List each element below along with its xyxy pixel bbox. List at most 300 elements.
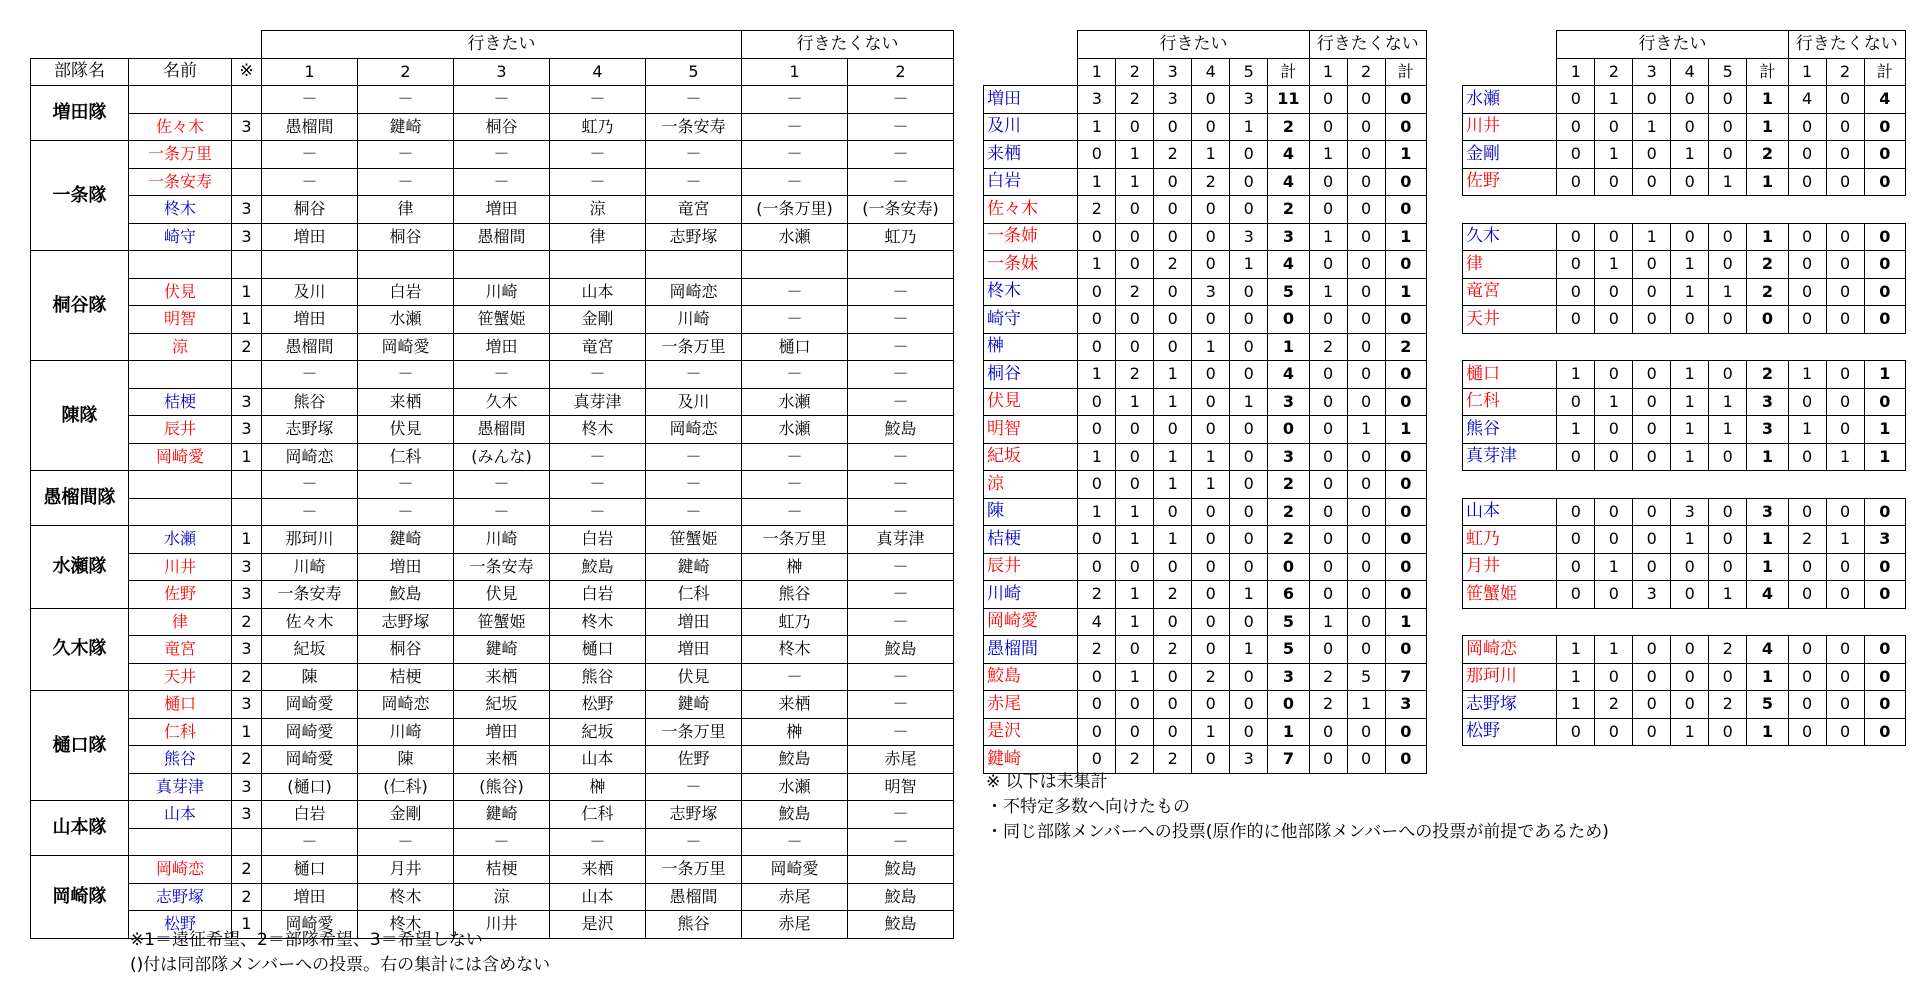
summary-count: 0 [1709, 251, 1747, 279]
vote-table [30, 30, 954, 939]
summary-count: 2 [1309, 333, 1347, 361]
summary-count: 0 [1788, 251, 1826, 279]
vote-cell: － [646, 498, 742, 526]
summary-count: 0 [1347, 746, 1385, 774]
vote-cell: 川崎 [262, 553, 358, 581]
vote-cell: － [848, 333, 954, 361]
vote-cell: － [550, 498, 646, 526]
summary-row [984, 86, 1427, 114]
summary-count: 0 [1788, 636, 1826, 664]
vote-cell: － [550, 443, 646, 471]
summary-count: 0 [1557, 443, 1595, 471]
member-mark: 2 [232, 333, 262, 361]
summary-count: 0 [1154, 168, 1192, 196]
summary-count: 0 [1633, 498, 1671, 526]
summary-count: 1 [1309, 278, 1347, 306]
summary-count: 0 [1385, 746, 1426, 774]
vote-cell: (一条安寿) [848, 196, 954, 224]
summary-count: 1 [1385, 608, 1426, 636]
summary-count: 0 [1595, 416, 1633, 444]
summary-count: 1 [1557, 691, 1595, 719]
summary-col-header: 4 [1192, 58, 1230, 86]
summary-count: 0 [1116, 691, 1154, 719]
summary-member-name: 是沢 [984, 718, 1078, 746]
member-mark [232, 141, 262, 169]
summary-count: 0 [1192, 86, 1230, 114]
unit-name: 水瀬隊 [31, 526, 129, 609]
vote-cell: 伏見 [646, 663, 742, 691]
summary-count: 4 [1788, 86, 1826, 114]
summary-count: 0 [1116, 113, 1154, 141]
summary-count: 0 [1347, 141, 1385, 169]
summary-count: 2 [1709, 691, 1747, 719]
vote-cell: 笹蟹姫 [646, 526, 742, 554]
summary-count: 0 [1192, 251, 1230, 279]
summary-count: 1 [1671, 416, 1709, 444]
summary-count: 0 [1864, 663, 1905, 691]
summary-count: 0 [1595, 718, 1633, 746]
vote-cell: 一条万里 [646, 856, 742, 884]
summary-count: 0 [1557, 113, 1595, 141]
table-row [31, 306, 954, 334]
summary-count: 0 [1230, 168, 1268, 196]
summary-member-name: 増田 [984, 86, 1078, 114]
vote-cell: － [742, 86, 848, 114]
table-row [31, 388, 954, 416]
vote-cell: － [646, 471, 742, 499]
vote-cell: 熊谷 [742, 581, 848, 609]
summary-col-header: 5 [1709, 58, 1747, 86]
summary-count: 0 [1347, 196, 1385, 224]
vote-cell: 赤尾 [742, 883, 848, 911]
vote-cell [742, 251, 848, 279]
summary-count: 0 [1309, 196, 1347, 224]
vote-cell: － [646, 361, 742, 389]
vote-cell: 一条安寿 [646, 113, 742, 141]
summary-count: 0 [1709, 306, 1747, 334]
summary-count: 1 [1116, 498, 1154, 526]
summary-count: 3 [1633, 581, 1671, 609]
summary-count: 5 [1747, 691, 1788, 719]
summary-count: 1 [1595, 86, 1633, 114]
summary-count: 2 [1154, 251, 1192, 279]
vote-cell: 岡崎恋 [646, 416, 742, 444]
summary-count: 0 [1633, 443, 1671, 471]
summary-row [1463, 278, 1906, 306]
name-column-header: 名前 [129, 58, 232, 86]
summary-row [984, 361, 1427, 389]
vote-cell: 一条安寿 [262, 581, 358, 609]
summary-count: 0 [1826, 168, 1864, 196]
summary-col-header: 3 [1633, 58, 1671, 86]
summary-count: 0 [1192, 608, 1230, 636]
table-row [31, 113, 954, 141]
summary-count: 0 [1116, 718, 1154, 746]
summary-member-name: 赤尾 [984, 691, 1078, 719]
summary-count: 0 [1154, 223, 1192, 251]
vote-cell: 涼 [454, 883, 550, 911]
summary-col-header: 2 [1826, 58, 1864, 86]
summary-count: 0 [1385, 306, 1426, 334]
member-mark: 3 [232, 553, 262, 581]
summary-count: 1 [1192, 141, 1230, 169]
summary-count: 1 [1864, 416, 1905, 444]
vote-cell: － [848, 581, 954, 609]
summary-count: 0 [1633, 636, 1671, 664]
summary-count: 0 [1595, 278, 1633, 306]
group-spacer [1463, 196, 1906, 224]
summary-count: 1 [1671, 443, 1709, 471]
summary-count: 0 [1709, 361, 1747, 389]
vote-cell: － [454, 471, 550, 499]
summary-notwant-header: 行きたくない [1309, 31, 1426, 59]
summary-count: 0 [1385, 251, 1426, 279]
member-name: 一条万里 [129, 141, 232, 169]
vote-cell: － [848, 663, 954, 691]
summary-count: 1 [1078, 113, 1116, 141]
vote-cell: － [358, 471, 454, 499]
summary-count: 1 [1709, 168, 1747, 196]
vote-cell: 水瀬 [742, 223, 848, 251]
summary-member-name: 笹蟹姫 [1463, 581, 1557, 609]
summary-count: 1 [1078, 168, 1116, 196]
vote-cell: － [742, 361, 848, 389]
summary-count: 0 [1116, 223, 1154, 251]
table-row [31, 86, 954, 114]
summary-count: 2 [1788, 526, 1826, 554]
vote-cell: － [848, 691, 954, 719]
summary-member-name: 熊谷 [1463, 416, 1557, 444]
summary-count: 0 [1230, 278, 1268, 306]
summary-count: 0 [1557, 388, 1595, 416]
member-mark: 3 [232, 113, 262, 141]
summary-member-name: 及川 [984, 113, 1078, 141]
summary-member-name: 久木 [1463, 223, 1557, 251]
summary-count: 0 [1078, 278, 1116, 306]
summary-row [984, 636, 1427, 664]
member-name: 志野塚 [129, 883, 232, 911]
summary-member-name: 榊 [984, 333, 1078, 361]
want-rank-header: 1 [262, 58, 358, 86]
summary-count: 1 [1116, 608, 1154, 636]
summary-count: 4 [1268, 141, 1309, 169]
summary-count: 0 [1671, 113, 1709, 141]
summary-count: 0 [1230, 443, 1268, 471]
summary-count: 1 [1747, 718, 1788, 746]
table-row [31, 141, 954, 169]
summary-count: 1 [1557, 636, 1595, 664]
summary-count: 0 [1347, 443, 1385, 471]
summary-col-header: 1 [1309, 58, 1347, 86]
group-spacer [1463, 471, 1906, 499]
summary-count: 0 [1078, 306, 1116, 334]
summary-count: 0 [1385, 443, 1426, 471]
summary-member-name: 涼 [984, 471, 1078, 499]
summary-count: 2 [1078, 581, 1116, 609]
summary-count: 3 [1268, 388, 1309, 416]
table-row [31, 773, 954, 801]
vote-cell: 水瀬 [742, 388, 848, 416]
summary-count: 1 [1747, 86, 1788, 114]
summary-count: 0 [1347, 388, 1385, 416]
vote-cell: 竜宮 [646, 196, 742, 224]
unit-name: 愚榴間隊 [31, 471, 129, 526]
summary-row [984, 223, 1427, 251]
member-name: 涼 [129, 333, 232, 361]
summary-count: 0 [1116, 251, 1154, 279]
vote-cell: － [742, 113, 848, 141]
vote-cell [646, 251, 742, 279]
summary-count: 4 [1268, 168, 1309, 196]
summary-count: 0 [1557, 718, 1595, 746]
summary-count: 1 [1385, 416, 1426, 444]
summary-count: 1 [1864, 443, 1905, 471]
want-rank-header: 5 [646, 58, 742, 86]
summary-row [984, 581, 1427, 609]
summary-row [984, 278, 1427, 306]
summary-count: 1 [1192, 718, 1230, 746]
vote-cell: 岡崎恋 [262, 443, 358, 471]
summary-count: 0 [1192, 306, 1230, 334]
vote-cell: － [848, 113, 954, 141]
summary-table-main [983, 30, 1427, 774]
member-name: 仁科 [129, 718, 232, 746]
summary-count: 2 [1747, 361, 1788, 389]
summary-count: 0 [1826, 691, 1864, 719]
vote-cell: － [454, 168, 550, 196]
summary-count: 0 [1826, 361, 1864, 389]
vote-cell: 是沢 [550, 911, 646, 939]
table-row [31, 333, 954, 361]
vote-cell: 愚榴間 [454, 416, 550, 444]
summary-count: 1 [1347, 691, 1385, 719]
summary-member-name: 桔梗 [984, 526, 1078, 554]
summary-count: 2 [1154, 636, 1192, 664]
summary-count: 0 [1864, 691, 1905, 719]
vote-cell: 熊谷 [550, 663, 646, 691]
summary-count: 0 [1864, 223, 1905, 251]
summary-want-header: 行きたい [1557, 31, 1788, 59]
summary-count: 0 [1864, 278, 1905, 306]
summary-count: 0 [1709, 86, 1747, 114]
summary-member-name: 桐谷 [984, 361, 1078, 389]
table-row [31, 801, 954, 829]
member-name: 柊木 [129, 196, 232, 224]
notwant-rank-header: 2 [848, 58, 954, 86]
summary-count: 0 [1309, 718, 1347, 746]
member-mark [232, 168, 262, 196]
member-mark: 3 [232, 773, 262, 801]
vote-cell: － [646, 443, 742, 471]
summary-member-name: 来栖 [984, 141, 1078, 169]
summary-want-header: 行きたい [1078, 31, 1309, 59]
summary-count: 0 [1309, 443, 1347, 471]
summary-member-name: 仁科 [1463, 388, 1557, 416]
vote-cell: － [262, 498, 358, 526]
vote-cell: 樋口 [550, 636, 646, 664]
member-mark: 1 [232, 306, 262, 334]
vote-cell: 明智 [848, 773, 954, 801]
summary-row [1463, 251, 1906, 279]
member-name [129, 361, 232, 389]
summary-row [984, 663, 1427, 691]
member-mark: 2 [232, 746, 262, 774]
summary-row [1463, 416, 1906, 444]
table-row [31, 608, 954, 636]
summary-count: 0 [1347, 86, 1385, 114]
summary-count: 3 [1864, 526, 1905, 554]
table-row [31, 883, 954, 911]
summary-count: 1 [1116, 388, 1154, 416]
vote-cell: 那珂川 [262, 526, 358, 554]
vote-cell: 来栖 [454, 663, 550, 691]
vote-cell: 来栖 [358, 388, 454, 416]
member-name: 竜宮 [129, 636, 232, 664]
summary-member-name: 金剛 [1463, 141, 1557, 169]
summary-count: 0 [1671, 663, 1709, 691]
summary-count: 0 [1347, 526, 1385, 554]
summary-count: 2 [1116, 361, 1154, 389]
summary-count: 0 [1595, 663, 1633, 691]
vote-cell: 岡崎恋 [358, 691, 454, 719]
summary-row [1463, 388, 1906, 416]
vote-cell: － [742, 443, 848, 471]
vote-cell: 桔梗 [358, 663, 454, 691]
summary-count: 0 [1192, 223, 1230, 251]
summary-count: 0 [1230, 471, 1268, 499]
vote-cell: － [848, 388, 954, 416]
vote-cell: － [742, 168, 848, 196]
vote-cell: 桐谷 [358, 636, 454, 664]
unit-name: 岡崎隊 [31, 856, 129, 939]
summary-member-name: 崎守 [984, 306, 1078, 334]
member-mark: 1 [232, 443, 262, 471]
summary-count: 0 [1230, 608, 1268, 636]
summary-count: 0 [1595, 443, 1633, 471]
vote-cell: 榊 [742, 718, 848, 746]
summary-count: 0 [1671, 691, 1709, 719]
summary-row [984, 746, 1427, 774]
unit-name: 久木隊 [31, 608, 129, 691]
summary-count: 0 [1826, 223, 1864, 251]
summary-count: 2 [1078, 196, 1116, 224]
summary-row [984, 168, 1427, 196]
summary-count: 1 [1116, 168, 1154, 196]
vote-cell: － [848, 471, 954, 499]
vote-cell: 増田 [262, 306, 358, 334]
summary-member-name: 松野 [1463, 718, 1557, 746]
member-mark: 2 [232, 663, 262, 691]
summary-member-name: 川井 [1463, 113, 1557, 141]
vote-cell: 志野塚 [646, 223, 742, 251]
vote-cell: 増田 [262, 883, 358, 911]
member-mark: 2 [232, 856, 262, 884]
summary-count: 3 [1671, 498, 1709, 526]
summary-member-name: 白岩 [984, 168, 1078, 196]
summary-count: 0 [1192, 553, 1230, 581]
summary-count: 0 [1154, 718, 1192, 746]
summary-count: 0 [1595, 581, 1633, 609]
summary-member-name: 一条姉 [984, 223, 1078, 251]
vote-cell: 赤尾 [848, 746, 954, 774]
summary-count: 0 [1633, 251, 1671, 279]
summary-count: 3 [1385, 691, 1426, 719]
vote-cell: － [848, 498, 954, 526]
summary-count: 0 [1309, 168, 1347, 196]
vote-cell: － [646, 828, 742, 856]
summary-col-header: 3 [1154, 58, 1192, 86]
summary-count: 0 [1309, 471, 1347, 499]
summary-count: 3 [1268, 663, 1309, 691]
summary-count: 1 [1671, 388, 1709, 416]
summary-count: 0 [1154, 306, 1192, 334]
summary-member-name: 樋口 [1463, 361, 1557, 389]
summary-member-name: 律 [1463, 251, 1557, 279]
summary-count: 0 [1078, 333, 1116, 361]
vote-cell: 柊木 [550, 608, 646, 636]
summary-count: 0 [1230, 306, 1268, 334]
summary-count: 0 [1385, 388, 1426, 416]
summary-row [984, 141, 1427, 169]
summary-count: 0 [1078, 471, 1116, 499]
vote-cell: 笹蟹姫 [454, 608, 550, 636]
vote-cell: － [848, 718, 954, 746]
member-name [129, 828, 232, 856]
summary-count: 0 [1633, 141, 1671, 169]
summary-count: 1 [1154, 526, 1192, 554]
summary-count: 1 [1557, 416, 1595, 444]
summary-member-name: 陳 [984, 498, 1078, 526]
member-mark: 2 [232, 883, 262, 911]
vote-cell: － [550, 361, 646, 389]
summary-count: 0 [1230, 333, 1268, 361]
summary-count: 0 [1309, 498, 1347, 526]
vote-cell: 紀坂 [550, 718, 646, 746]
member-name: 佐野 [129, 581, 232, 609]
vote-cell: － [262, 141, 358, 169]
vote-cell: 赤尾 [742, 911, 848, 939]
member-mark: 1 [232, 278, 262, 306]
vote-cell: 鮫島 [848, 856, 954, 884]
vote-cell: 笹蟹姫 [454, 306, 550, 334]
summary-count: 3 [1747, 498, 1788, 526]
vote-cell: － [358, 361, 454, 389]
summary-count: 0 [1347, 168, 1385, 196]
vote-cell: － [262, 828, 358, 856]
table-row [31, 691, 954, 719]
summary-member-name: 天井 [1463, 306, 1557, 334]
summary-count: 1 [1747, 223, 1788, 251]
summary-member-name: 柊木 [984, 278, 1078, 306]
summary-count: 0 [1309, 113, 1347, 141]
vote-cell: 一条万里 [646, 333, 742, 361]
summary-count: 0 [1385, 113, 1426, 141]
summary-row [984, 718, 1427, 746]
summary-count: 5 [1268, 608, 1309, 636]
summary-count: 0 [1347, 471, 1385, 499]
vote-cell: 増田 [646, 636, 742, 664]
summary-member-name: 鍵崎 [984, 746, 1078, 774]
summary-row [984, 608, 1427, 636]
unit-name: 桐谷隊 [31, 251, 129, 361]
summary-col-header: 計 [1864, 58, 1905, 86]
want-header: 行きたい [262, 31, 742, 59]
summary-member-name: 山本 [1463, 498, 1557, 526]
summary-count: 0 [1709, 141, 1747, 169]
table-row [31, 251, 954, 279]
vote-cell: － [742, 278, 848, 306]
summary-count: 1 [1268, 333, 1309, 361]
